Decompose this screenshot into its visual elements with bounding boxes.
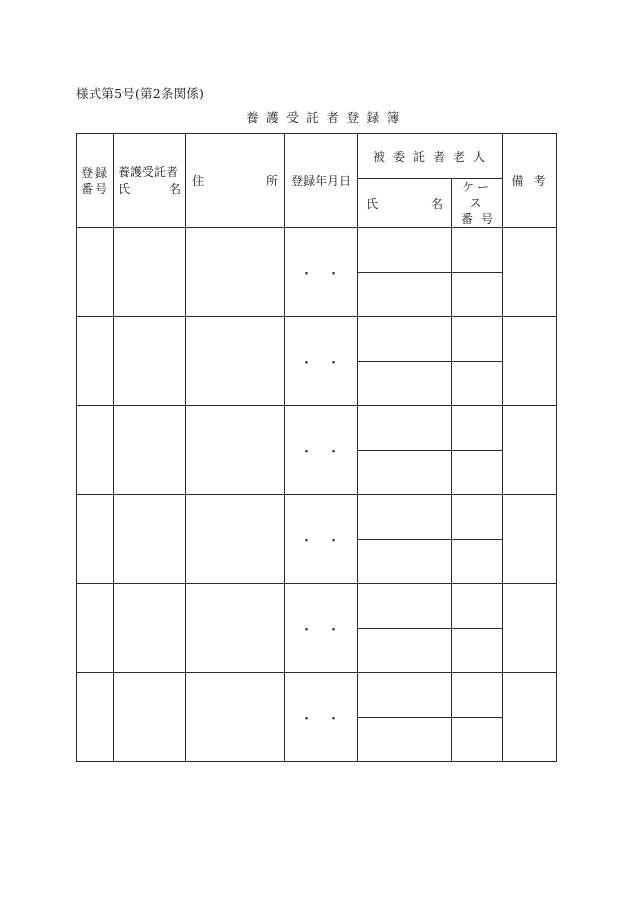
registration-number-cell[interactable]	[77, 584, 114, 673]
table-row	[77, 673, 557, 718]
header-case-line2b: 号	[481, 212, 494, 226]
table-row	[77, 228, 557, 273]
case-number-cell-2[interactable]	[452, 628, 503, 673]
remarks-cell[interactable]	[503, 584, 557, 673]
case-number-cell-1[interactable]	[452, 495, 503, 540]
header-address-a: 住	[192, 174, 205, 188]
header-reg-no-line1: 登録	[80, 165, 109, 180]
registration-number-cell[interactable]	[77, 317, 114, 406]
remarks-cell[interactable]	[503, 228, 557, 317]
document-title: 養護受託者登録簿	[246, 110, 407, 125]
header-elderly-name-b: 名	[430, 196, 443, 211]
elderly-name-cell-2[interactable]	[358, 361, 452, 406]
header-address-b: 所	[265, 174, 278, 188]
caregiver-name-cell[interactable]	[114, 317, 186, 406]
registration-date-cell[interactable]: ・・	[285, 495, 358, 584]
registration-date-cell[interactable]: ・・	[285, 584, 358, 673]
elderly-name-cell-1[interactable]	[358, 228, 452, 273]
elderly-name-cell-1[interactable]	[358, 673, 452, 718]
registration-number-cell[interactable]	[77, 495, 114, 584]
header-elderly-name-a: 氏	[366, 196, 379, 211]
elderly-name-cell-1[interactable]	[358, 495, 452, 540]
registration-date-cell[interactable]: ・・	[285, 228, 358, 317]
elderly-name-cell-2[interactable]	[358, 272, 452, 317]
elderly-name-cell-2[interactable]	[358, 539, 452, 584]
elderly-name-cell-2[interactable]	[358, 628, 452, 673]
header-remarks: 備考	[503, 134, 557, 228]
caregiver-name-cell[interactable]	[114, 495, 186, 584]
elderly-name-cell-2[interactable]	[358, 450, 452, 495]
case-number-cell-1[interactable]	[452, 673, 503, 718]
address-cell[interactable]	[186, 406, 285, 495]
remarks-cell[interactable]	[503, 317, 557, 406]
address-cell[interactable]	[186, 317, 285, 406]
registration-date-cell[interactable]: ・・	[285, 406, 358, 495]
caregiver-name-cell[interactable]	[114, 406, 186, 495]
header-reg-no-line2: 番号	[80, 181, 109, 196]
caregiver-name-cell[interactable]	[114, 228, 186, 317]
header-case-line2a: 番	[461, 212, 474, 226]
registry-table	[76, 133, 557, 762]
header-entrusted-elderly: 被委託者老人	[358, 134, 503, 179]
header-caregiver-line2a: 氏	[118, 181, 131, 196]
registration-date-cell[interactable]: ・・	[285, 317, 358, 406]
header-address	[186, 134, 285, 228]
case-number-cell-1[interactable]	[452, 317, 503, 362]
registration-number-cell[interactable]	[77, 228, 114, 317]
remarks-cell[interactable]	[503, 673, 557, 762]
address-cell[interactable]	[186, 495, 285, 584]
caregiver-name-cell[interactable]	[114, 673, 186, 762]
remarks-cell[interactable]	[503, 495, 557, 584]
case-number-cell-1[interactable]	[452, 228, 503, 273]
elderly-name-cell-1[interactable]	[358, 317, 452, 362]
table-row	[77, 495, 557, 540]
case-number-cell-1[interactable]	[452, 406, 503, 451]
header-case-line1: ケース	[462, 180, 493, 210]
elderly-name-cell-1[interactable]	[358, 406, 452, 451]
elderly-name-cell-1[interactable]	[358, 584, 452, 629]
case-number-cell-2[interactable]	[452, 361, 503, 406]
header-caregiver-name	[114, 134, 186, 228]
registration-number-cell[interactable]	[77, 406, 114, 495]
case-number-cell-1[interactable]	[452, 584, 503, 629]
header-elderly-name	[358, 179, 452, 228]
table-row	[77, 584, 557, 629]
table-row	[77, 317, 557, 362]
address-cell[interactable]	[186, 584, 285, 673]
address-cell[interactable]	[186, 228, 285, 317]
form-number-label: 様式第5号(第2条関係)	[76, 86, 205, 101]
header-caregiver-line2b: 名	[168, 181, 181, 196]
case-number-cell-2[interactable]	[452, 450, 503, 495]
case-number-cell-2[interactable]	[452, 539, 503, 584]
case-number-cell-2[interactable]	[452, 717, 503, 762]
table-row	[77, 406, 557, 451]
header-registration-number	[77, 134, 114, 228]
caregiver-name-cell[interactable]	[114, 584, 186, 673]
case-number-cell-2[interactable]	[452, 272, 503, 317]
header-registration-date: 登録年月日	[285, 134, 358, 228]
address-cell[interactable]	[186, 673, 285, 762]
remarks-cell[interactable]	[503, 406, 557, 495]
elderly-name-cell-2[interactable]	[358, 717, 452, 762]
registration-date-cell[interactable]: ・・	[285, 673, 358, 762]
header-caregiver-line1: 養護受託者	[118, 164, 179, 179]
registration-number-cell[interactable]	[77, 673, 114, 762]
header-case-number	[452, 179, 503, 228]
